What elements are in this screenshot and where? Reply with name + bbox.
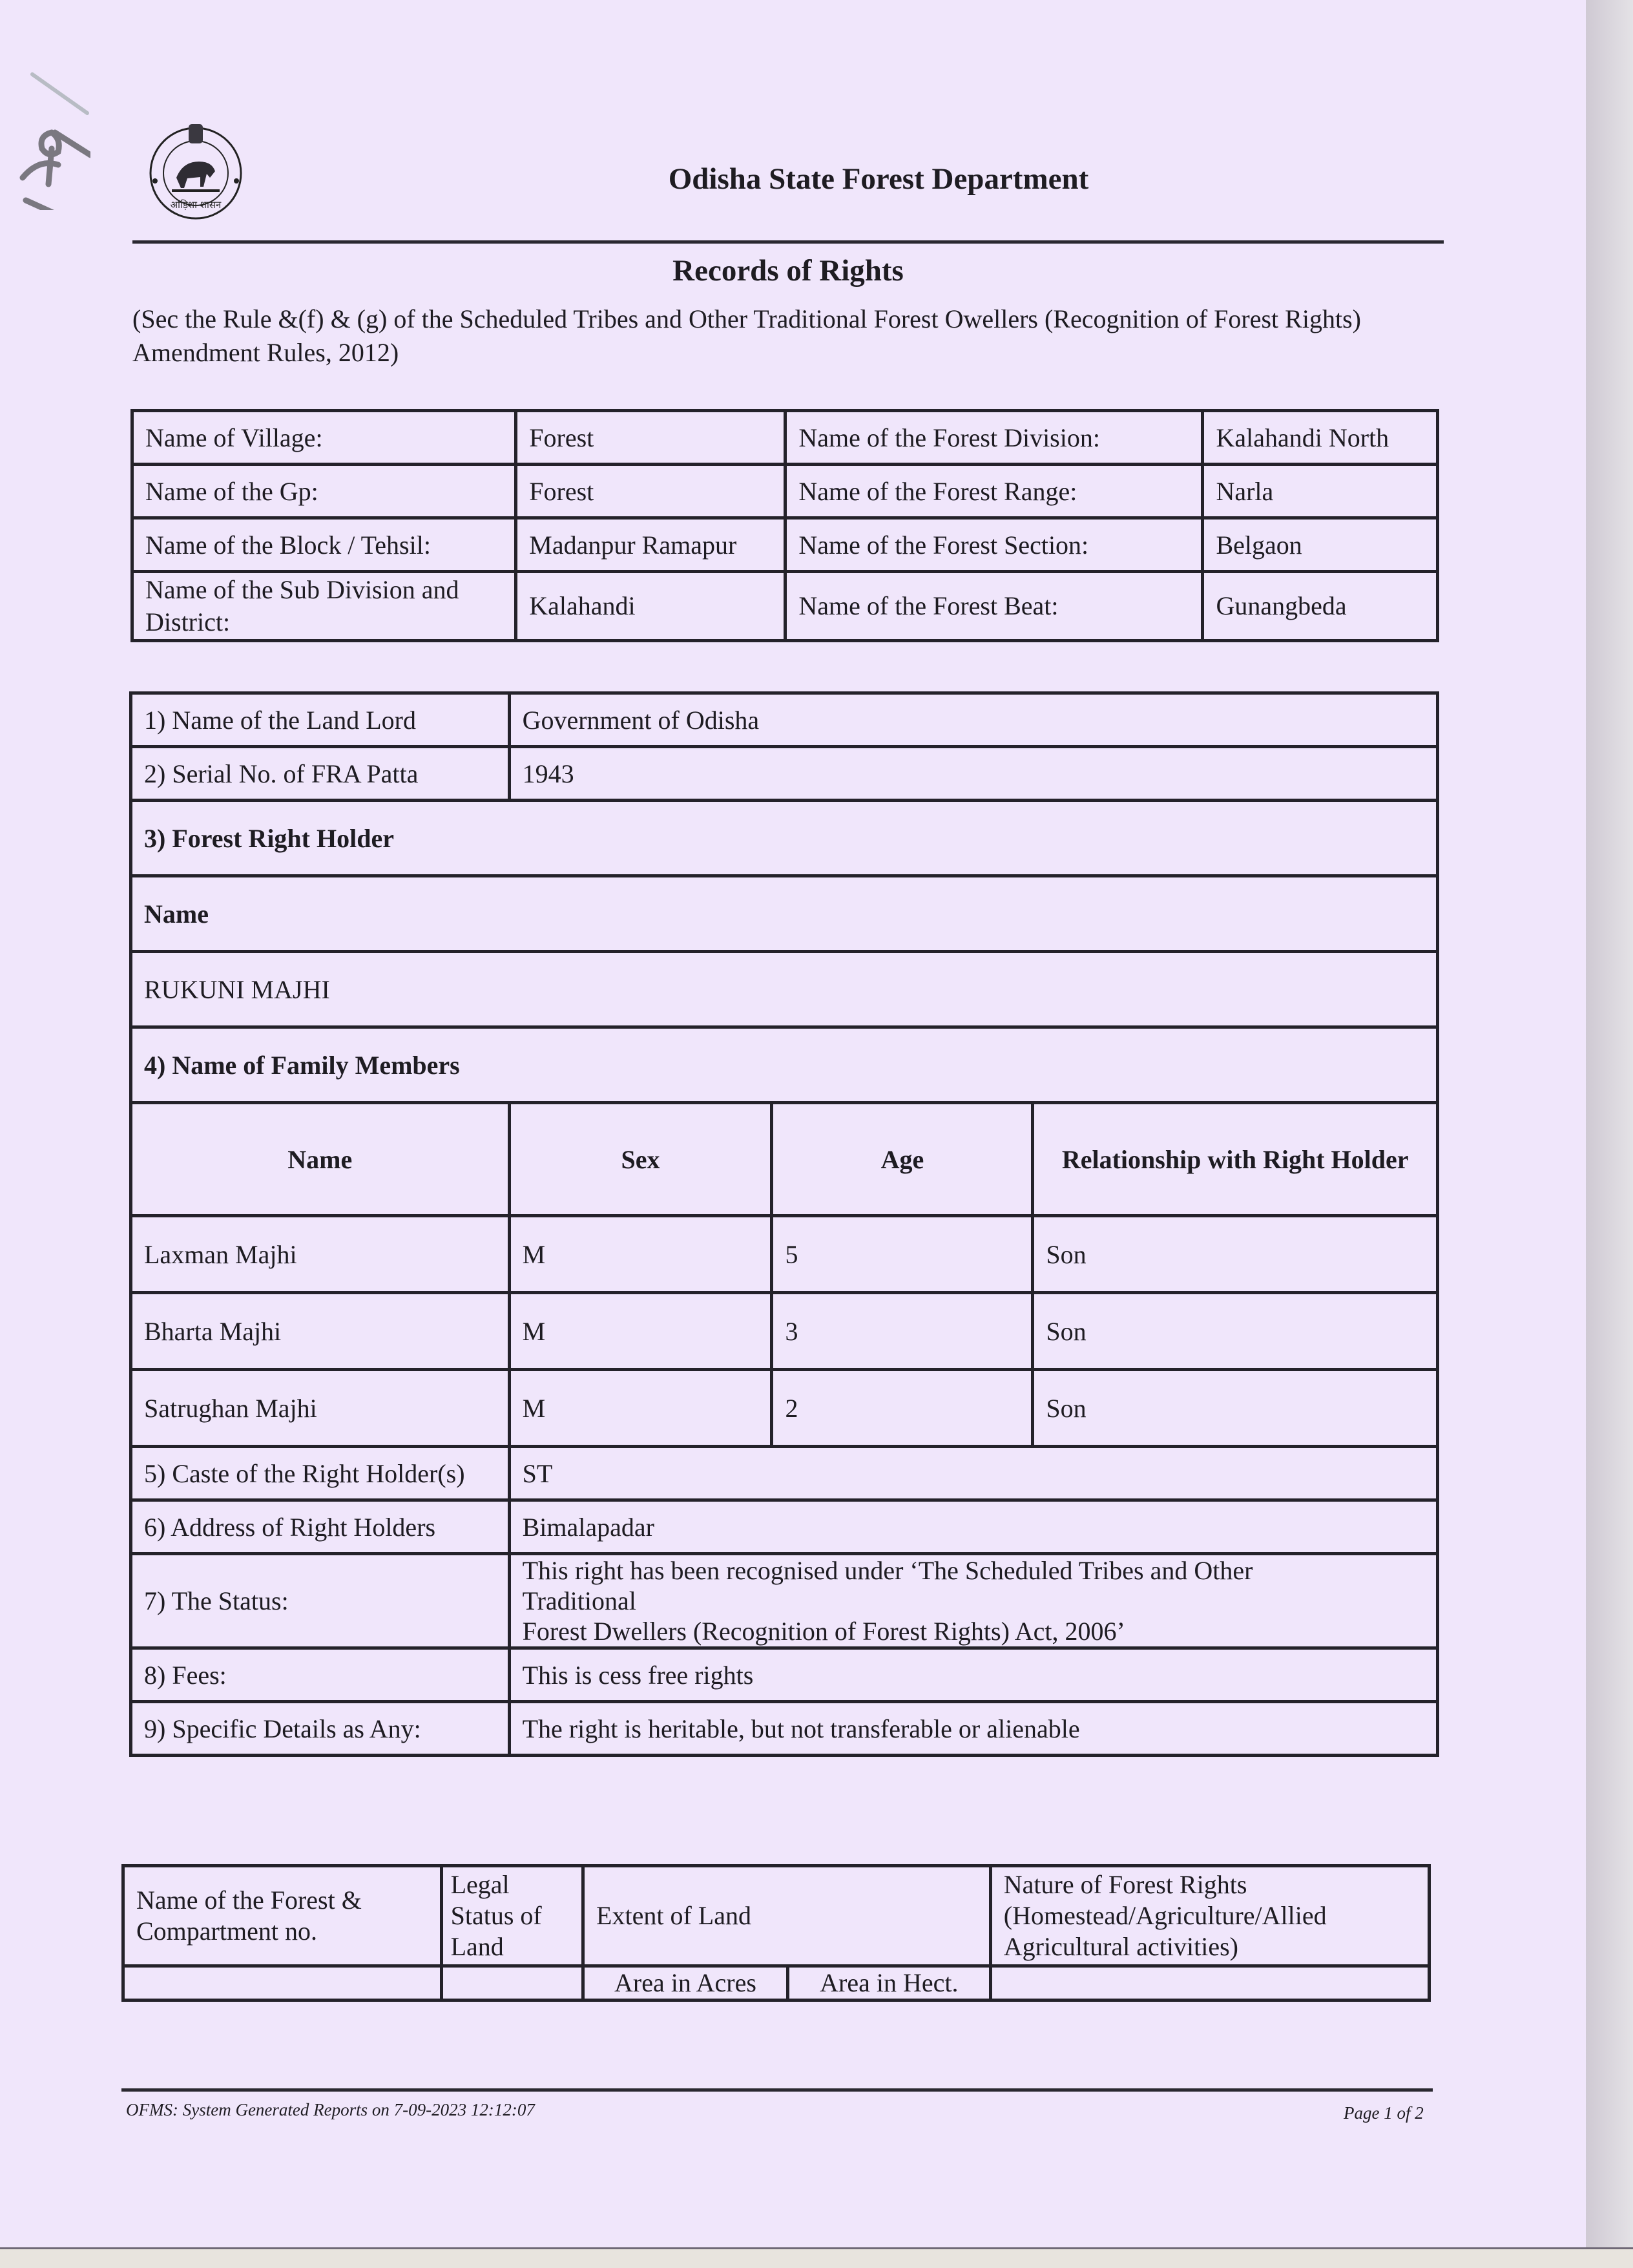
family-header-row <box>131 1103 1438 1216</box>
fees-label: 8) Fees: <box>131 1648 510 1702</box>
serial-value: 1943 <box>509 747 1437 801</box>
subdivision-district-value: Kalahandi <box>516 572 785 641</box>
table-row <box>132 411 1438 465</box>
forest-division-label: Name of the Forest Division: <box>785 411 1203 465</box>
handwritten-page-number <box>6 61 90 210</box>
forest-beat-label: Name of the Forest Beat: <box>785 572 1203 641</box>
gp-value: Forest <box>516 465 785 518</box>
forest-section-label: Name of the Forest Section: <box>785 518 1203 572</box>
scan-background-right <box>1586 0 1633 2266</box>
village-value: Forest <box>516 411 785 465</box>
area-acres-header: Area in Acres <box>583 1966 788 2000</box>
block-tehsil-label: Name of the Block / Tehsil: <box>132 518 516 572</box>
svg-text:ओड़िशा शासन: ओड़िशा शासन <box>170 199 222 211</box>
right-holder-heading: 3) Forest Right Holder <box>131 801 1438 876</box>
location-table <box>130 409 1439 642</box>
table-row <box>132 518 1438 572</box>
table-row <box>131 1447 1438 1500</box>
legal-status-cell <box>441 1966 583 2000</box>
table-row <box>131 801 1438 876</box>
forest-compartment-header: Name of the Forest & Compartment no. <box>123 1866 442 1966</box>
footer-divider <box>121 2088 1433 2092</box>
table-row <box>131 1702 1438 1756</box>
name-heading: Name <box>131 876 1438 952</box>
caste-label: 5) Caste of the Right Holder(s) <box>131 1447 510 1500</box>
member-age: 2 <box>772 1370 1033 1447</box>
member-relationship: Son <box>1033 1293 1438 1370</box>
gp-label: Name of the Gp: <box>132 465 516 518</box>
status-line: Forest Dwellers (Recognition of Forest Rights) Act, 2006’ <box>522 1617 1125 1646</box>
document-subtitle: (Sec the Rule &(f) & (g) of the Scheduled Tribes and Other Traditional Forest Owellers (Recognition of Forest Rights) Amendment Rules, 2012) <box>132 304 1361 367</box>
table-row <box>131 1027 1438 1103</box>
member-relationship: Son <box>1033 1216 1438 1293</box>
col-name: Name <box>131 1103 510 1216</box>
area-hect-header: Area in Hect. <box>787 1966 990 2000</box>
serial-label: 2) Serial No. of FRA Patta <box>131 747 510 801</box>
generated-timestamp: OFMS: System Generated Reports on 7-09-2023 12:12:07 <box>126 2100 535 2119</box>
forest-division-value: Kalahandi North <box>1203 411 1438 465</box>
document-title: Records of Rights <box>672 254 904 288</box>
address-label: 6) Address of Right Holders <box>131 1500 510 1554</box>
nature-of-rights-cell <box>990 1966 1429 2000</box>
member-name: Bharta Majhi <box>131 1293 510 1370</box>
subdivision-district-label: Name of the Sub Division and District: <box>132 572 516 641</box>
col-age: Age <box>772 1103 1033 1216</box>
details-value: The right is heritable, but not transferable or alienable <box>509 1702 1437 1756</box>
family-member-row <box>131 1370 1438 1447</box>
col-relationship: Relationship with Right Holder <box>1033 1103 1438 1216</box>
col-sex: Sex <box>509 1103 772 1216</box>
record-table <box>129 691 1439 1757</box>
status-line: Traditional <box>522 1586 636 1615</box>
details-label: 9) Specific Details as Any: <box>131 1702 510 1756</box>
land-subheader-row <box>123 1966 1430 2000</box>
organization-name: Odisha State Forest Department <box>668 162 1089 196</box>
table-row <box>132 572 1438 641</box>
status-label: 7) The Status: <box>131 1554 510 1648</box>
extent-of-land-header: Extent of Land <box>583 1866 991 1966</box>
member-age: 5 <box>772 1216 1033 1293</box>
table-row <box>132 465 1438 518</box>
member-sex: M <box>509 1370 772 1447</box>
forest-range-value: Narla <box>1203 465 1438 518</box>
table-row <box>131 1500 1438 1554</box>
forest-section-value: Belgaon <box>1203 518 1438 572</box>
block-tehsil-value: Madanpur Ramapur <box>516 518 785 572</box>
fees-value: This is cess free rights <box>509 1648 1437 1702</box>
right-holder-name: RUKUNI MAJHI <box>131 952 1438 1027</box>
member-name: Satrughan Majhi <box>131 1370 510 1447</box>
table-row <box>131 952 1438 1027</box>
member-age: 3 <box>772 1293 1033 1370</box>
member-name: Laxman Majhi <box>131 1216 510 1293</box>
page-number: Page 1 of 2 <box>1344 2103 1424 2123</box>
table-row <box>131 876 1438 952</box>
forest-range-label: Name of the Forest Range: <box>785 465 1203 518</box>
member-sex: M <box>509 1293 772 1370</box>
table-row <box>131 1554 1438 1648</box>
table-row <box>131 747 1438 801</box>
family-heading: 4) Name of Family Members <box>131 1027 1438 1103</box>
forest-beat-value: Gunangbeda <box>1203 572 1438 641</box>
table-row <box>131 1648 1438 1702</box>
status-line: This right has been recognised under ‘The Scheduled Tribes and Other <box>522 1556 1253 1585</box>
land-header-row <box>123 1866 1430 1966</box>
member-sex: M <box>509 1216 772 1293</box>
forest-compartment-cell <box>123 1966 442 2000</box>
scan-background-bottom <box>0 2247 1633 2268</box>
nature-of-rights-header: Nature of Forest Rights (Homestead/Agriculture/Allied Agricultural activities) <box>990 1866 1429 1966</box>
village-label: Name of Village: <box>132 411 516 465</box>
table-row <box>131 693 1438 747</box>
caste-value: ST <box>509 1447 1437 1500</box>
land-table <box>121 1864 1431 2002</box>
member-relationship: Son <box>1033 1370 1438 1447</box>
family-member-row <box>131 1293 1438 1370</box>
address-value: Bimalapadar <box>509 1500 1437 1554</box>
land-lord-label: 1) Name of the Land Lord <box>131 693 510 747</box>
land-lord-value: Government of Odisha <box>509 693 1437 747</box>
status-value <box>509 1554 1437 1648</box>
legal-status-header: Legal Status of Land <box>441 1866 583 1966</box>
odisha-emblem-logo <box>147 123 244 220</box>
header-divider <box>132 240 1444 244</box>
family-member-row <box>131 1216 1438 1293</box>
